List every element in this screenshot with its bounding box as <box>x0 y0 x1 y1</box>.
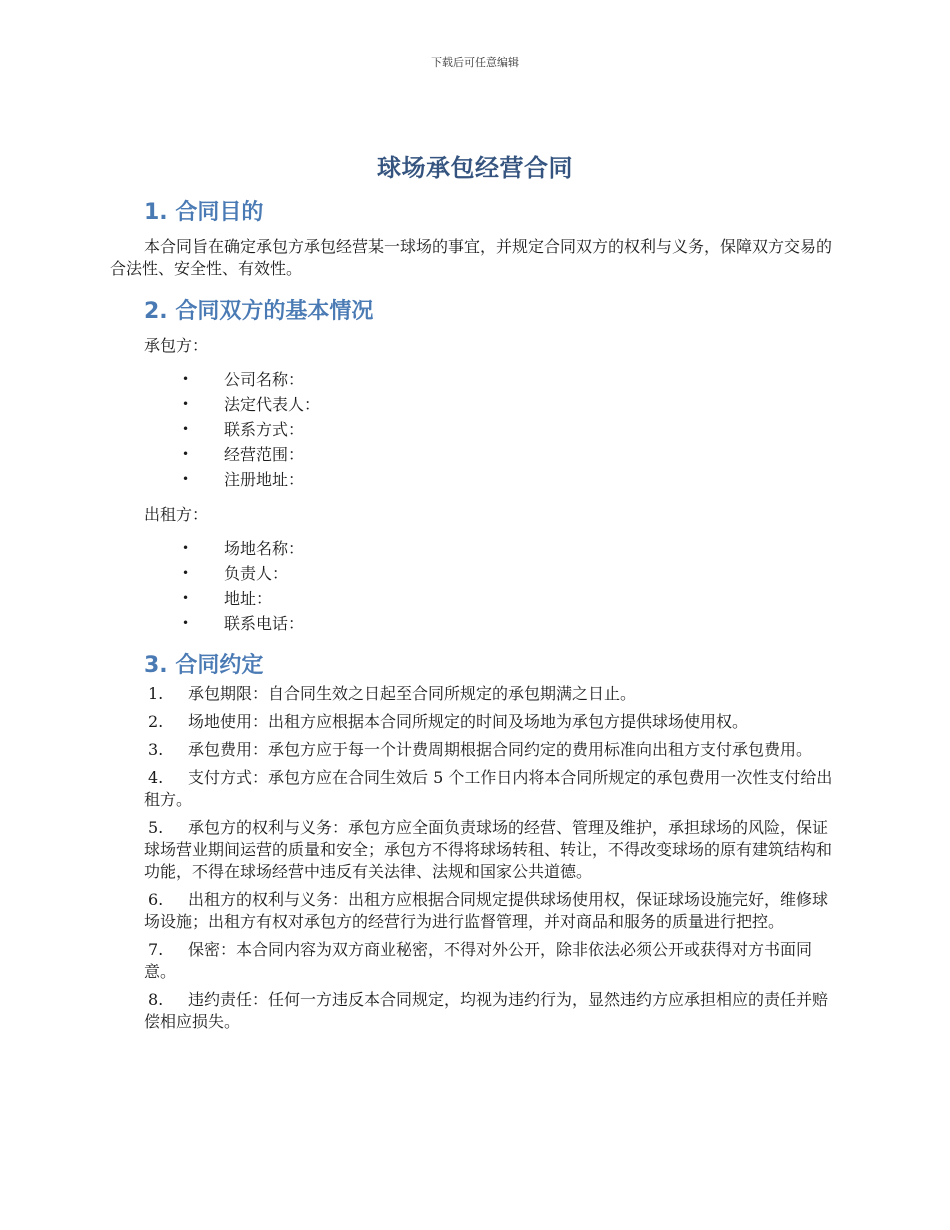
term-number: 5. <box>148 818 164 837</box>
term-item <box>110 889 840 933</box>
term-item <box>110 767 840 811</box>
term-number: 4. <box>148 768 164 787</box>
term-number: 7. <box>148 940 164 959</box>
term-number: 2. <box>148 712 164 731</box>
term-item <box>110 683 840 705</box>
document-title: 球场承包经营合同 <box>377 154 573 182</box>
term-item <box>110 939 840 983</box>
term-text: 场地使用：出租方应根据本合同所规定的时间及场地为承包方提供球场使用权。 <box>188 712 749 731</box>
term-text: 承包费用：承包方应于每一个计费周期根据合同约定的费用标准向出租方支付承包费用。 <box>188 740 813 759</box>
term-text: 违约责任：任何一方违反本合同规定，均视为违约行为，显然违约方应承担相应的责任并赔偿相应损失。 <box>144 990 829 1031</box>
purpose-paragraph: 本合同旨在确定承包方承包经营某一球场的事宜，并规定合同双方的权利与义务，保障双方交易的合法性、安全性、有效性。 <box>110 237 833 278</box>
lessor-label: 出租方： <box>144 505 209 524</box>
list-item: • 公司名称： <box>110 367 840 392</box>
document-body <box>110 148 840 1039</box>
term-number: 8. <box>148 990 164 1009</box>
term-number: 6. <box>148 890 164 909</box>
list-item: • 负责人： <box>110 561 840 586</box>
terms-list <box>110 683 840 1033</box>
list-item: • 注册地址： <box>110 467 840 492</box>
list-item: • 联系方式： <box>110 417 840 442</box>
lessor-list <box>110 536 840 636</box>
term-item <box>110 817 840 883</box>
list-item: • 经营范围： <box>110 442 840 467</box>
list-item: • 法定代表人： <box>110 392 840 417</box>
term-text: 出租方的权利与义务：出租方应根据合同规定提供球场使用权，保证球场设施完好，维修球场设施；出租方有权对承包方的经营行为进行监督管理，并对商品和服务的质量进行把控。 <box>144 890 829 931</box>
page-header-note: 下载后可任意编辑 <box>431 56 519 69</box>
section-heading-purpose: 1. 合同目的 <box>144 200 264 225</box>
term-text: 保密：本合同内容为双方商业秘密，不得对外公开，除非依法必须公开或获得对方书面同意。 <box>144 940 813 981</box>
term-number: 3. <box>148 740 164 759</box>
list-item: • 联系电话： <box>110 611 840 636</box>
term-text: 承包期限：自合同生效之日起至合同所规定的承包期满之日止。 <box>188 684 637 703</box>
term-item <box>110 739 840 761</box>
term-text: 承包方的权利与义务：承包方应全面负责球场的经营、管理及维护，承担球场的风险，保证球场营业期间运营的质量和安全；承包方不得将球场转租、转让，不得改变球场的原有建筑结构和功能，不得在球场经营中违反有关法律、法规和国家公共道德。 <box>144 818 833 881</box>
term-number: 1. <box>148 684 164 703</box>
list-item: • 场地名称： <box>110 536 840 561</box>
section-heading-terms: 3. 合同约定 <box>144 653 264 678</box>
term-item <box>110 989 840 1033</box>
contractor-label: 承包方： <box>144 336 209 355</box>
term-text: 支付方式：承包方应在合同生效后 5 个工作日内将本合同所规定的承包费用一次性支付给出租方。 <box>144 768 833 809</box>
list-item: • 地址： <box>110 586 840 611</box>
term-item <box>110 711 840 733</box>
section-heading-parties: 2. 合同双方的基本情况 <box>144 299 374 324</box>
contractor-list <box>110 367 840 492</box>
